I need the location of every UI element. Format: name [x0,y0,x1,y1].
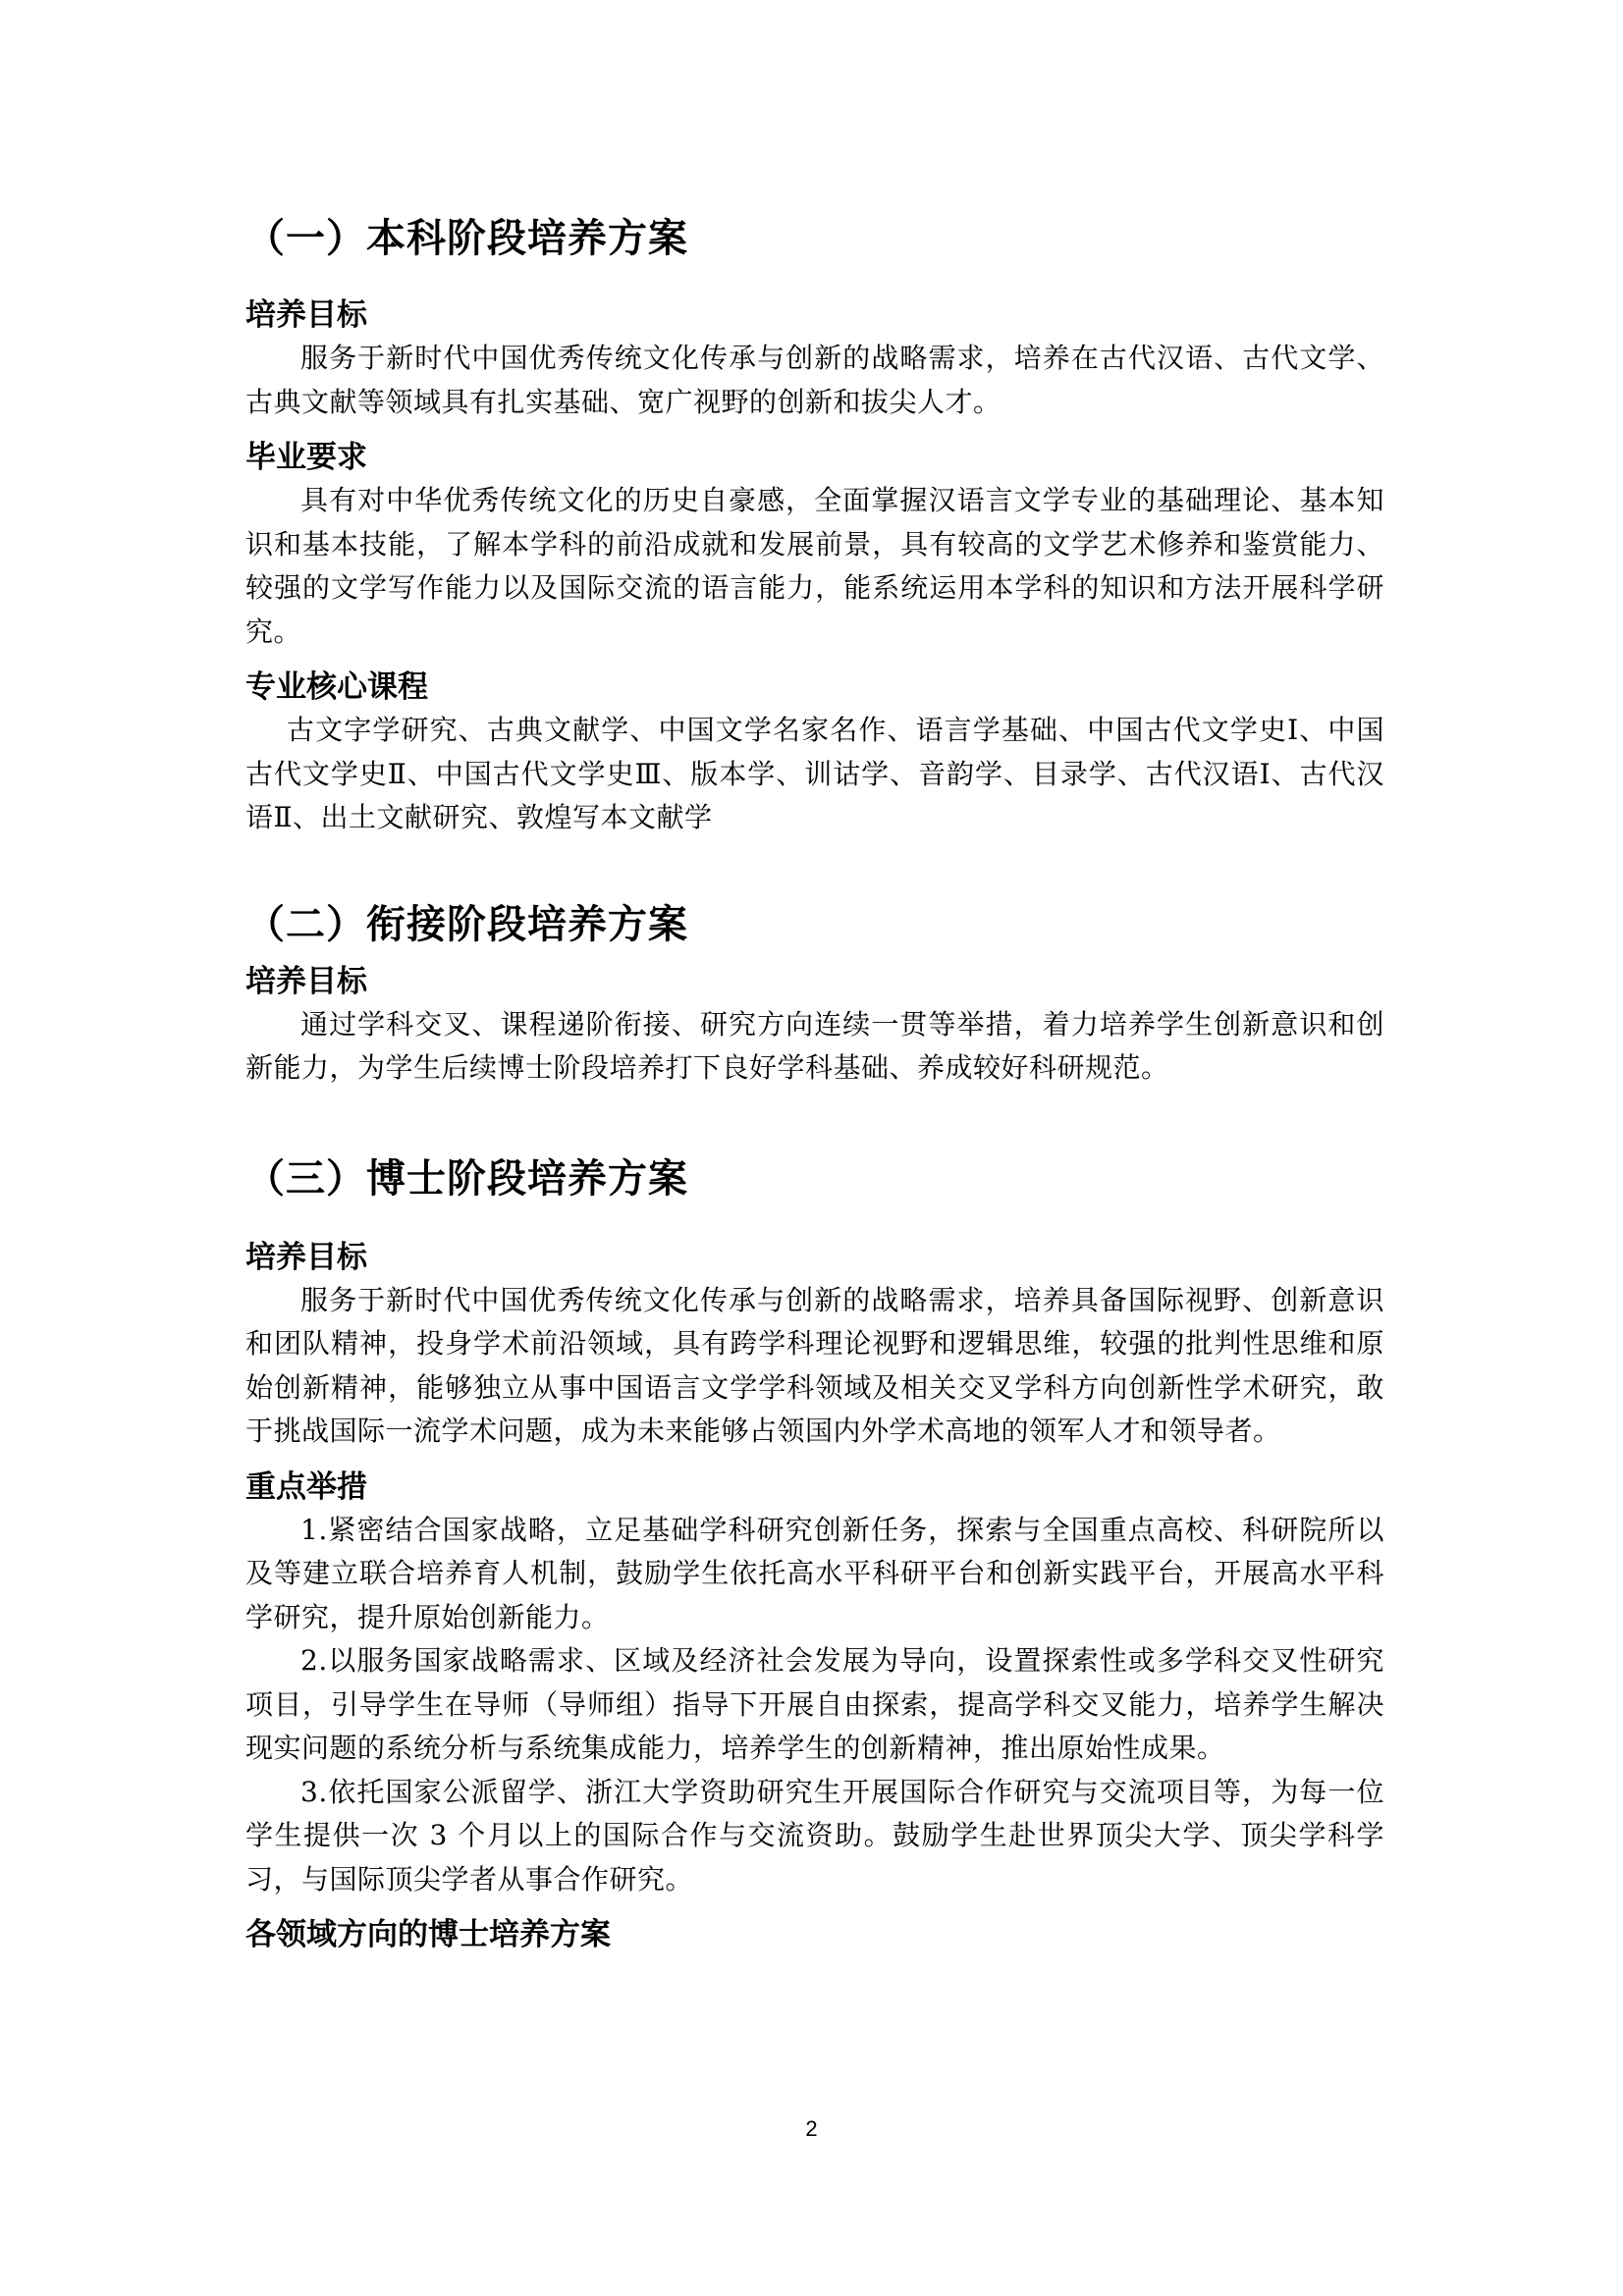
paragraph: 通过学科交叉、课程递阶衔接、研究方向连续一贯等举措，着力培养学生创新意识和创新能力，为学生后续博士阶段培养打下良好学科基础、养成较好科研规范。 [245,1007,1384,1084]
section-title: （二）衔接阶段培养方案 [245,901,688,947]
page-number: 2 [805,2116,818,2141]
section-doctoral [245,1151,1384,1957]
subsection-heading: 毕业要求 [245,440,367,475]
paragraph: 2.以服务国家战略需求、区域及经济社会发展为导向，设置探索性或多学科交叉性研究项目，引导学生在导师（导师组）指导下开展自由探索，提高学科交叉能力，培养学生解决现实问题的系统分析与系统集成能力，培养学生的创新精神，推出原始性成果。 [245,1644,1384,1764]
paragraph: 1.紧密结合国家战略，立足基础学科研究创新任务，探索与全国重点高校、科研院所以及等建立联合培养育人机制，鼓励学生依托高水平科研平台和创新实践平台，开展高水平科学研究，提升原始创新能力。 [245,1513,1384,1633]
paragraph: 服务于新时代中国优秀传统文化传承与创新的战略需求，培养具备国际视野、创新意识和团队精神，投身学术前沿领域，具有跨学科理论视野和逻辑思维，较强的批判性思维和原始创新精神，能够独立从事中国语言文学学科领域及相关交叉学科方向创新性学术研究，敢于挑战国际一流学术问题，成为未来能够占领国内外学术高地的领军人才和领导者。 [245,1283,1384,1447]
subsection-heading: 培养目标 [245,297,367,333]
section-transition [245,897,1384,1091]
paragraph: 3.依托国家公派留学、浙江大学资助研究生开展国际合作研究与交流项目等，为每一位学生提供一次 3 个月以上的国际合作与交流资助。鼓励学生赴世界顶尖大学、顶尖学科学习，与国际顶尖学者从事合作研究。 [245,1775,1384,1896]
page-content [245,211,1384,1956]
paragraph: 服务于新时代中国优秀传统文化传承与创新的战略需求，培养在古代汉语、古代文学、古典文献等领域具有扎实基础、宽广视野的创新和拔尖人才。 [245,342,1384,418]
subsection-heading: 专业核心课程 [245,669,428,705]
subsection-heading: 各领域方向的博士培养方案 [245,1917,611,1952]
section-undergraduate [245,211,1384,840]
paragraph: 具有对中华优秀传统文化的历史自豪感，全面掌握汉语言文学专业的基础理论、基本知识和基本技能，了解本学科的前沿成就和发展前景，具有较高的文学艺术修养和鉴赏能力、较强的文学写作能力以及国际交流的语言能力，能系统运用本学科的知识和方法开展科学研究。 [245,484,1384,648]
section-title: （一）本科阶段培养方案 [245,216,688,261]
paragraph: 古文字学研究、古典文献学、中国文学名家名作、语言学基础、中国古代文学史Ⅰ、中国古代文学史Ⅱ、中国古代文学史Ⅲ、版本学、训诂学、音韵学、目录学、古代汉语Ⅰ、古代汉语Ⅱ、出土文献研究、敦煌写本文献学 [245,714,1384,833]
subsection-heading: 培养目标 [245,963,367,999]
subsection-heading: 培养目标 [245,1239,367,1275]
subsection-heading: 重点举措 [245,1468,367,1505]
section-title: （三）博士阶段培养方案 [245,1155,688,1201]
